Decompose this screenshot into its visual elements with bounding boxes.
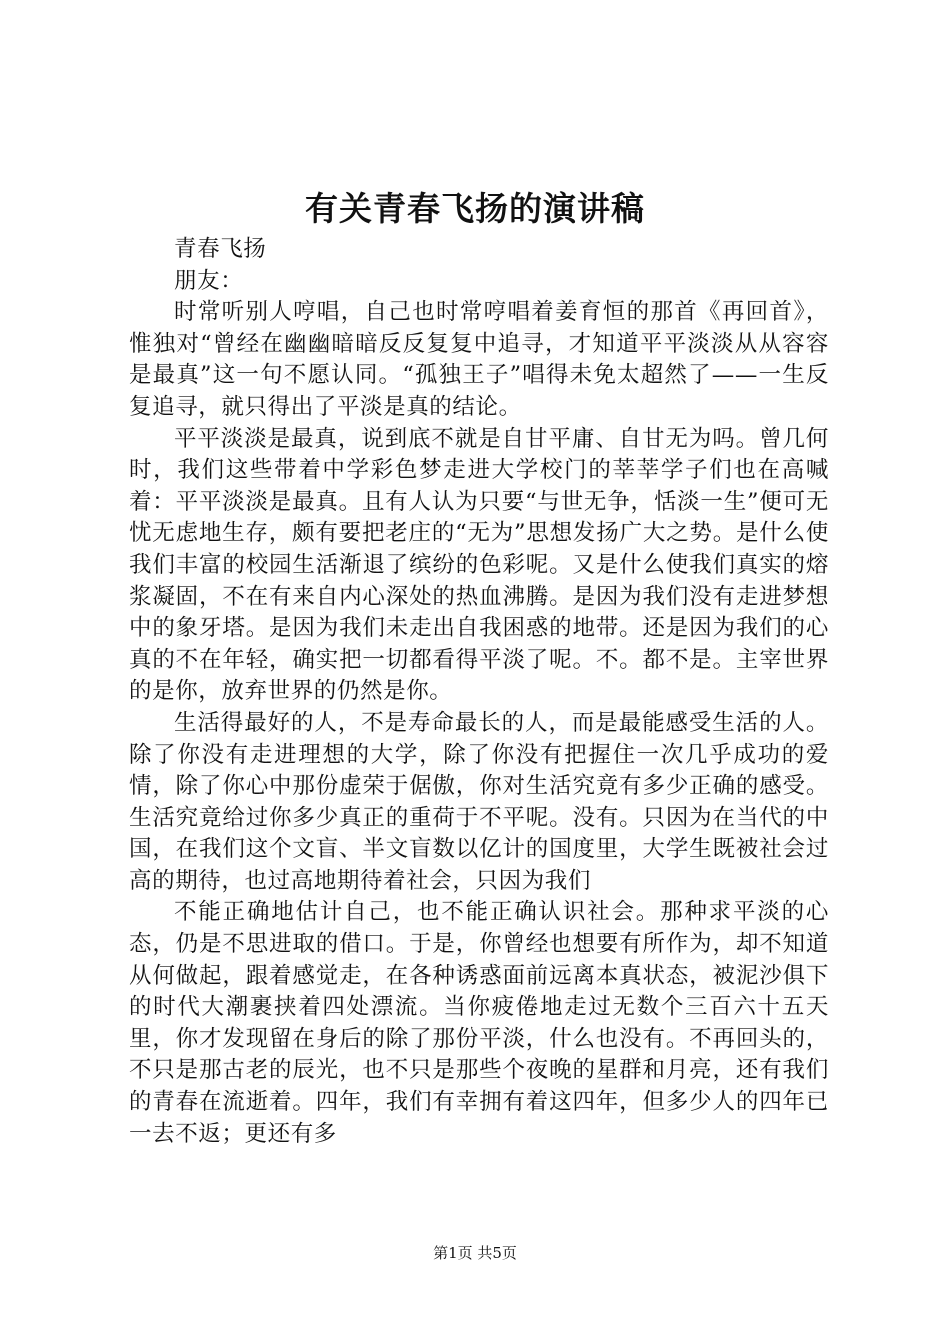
- paragraph-heading: 青春飞扬: [174, 236, 267, 262]
- paragraph: 时常听别人哼唱，自己也时常哼唱着姜育恒的那首《再回首》，惟独对“曾经在幽幽暗暗反反复复中追寻，才知道平平淡淡从从容容是最真”这一句不愿认同。“孤独王子”唱得未免太超然了——一生反复追寻，就只得出了平淡是真的结论。: [129, 299, 829, 420]
- page-number-footer: 第1页 共5页: [433, 1244, 517, 1262]
- paragraph: 不能正确地估计自己，也不能正确认识社会。那种求平淡的心态，仍是不思进取的借口。于是，你曾经也想要有所作为，却不知道从何做起，跟着感觉走，在各种诱惑面前远离本真状态，被泥沙俱下的时代大潮裹挟着四处漂流。当你疲倦地走过无数个三百六十五天里，你才发现留在身后的除了那份平淡，什么也没有。不再回头的，不只是那古老的辰光，也不只是那些个夜晚的星群和月亮，还有我们的青春在流逝着。四年，我们有幸拥有着这四年，但多少人的四年已一去不返；更还有多: [129, 899, 829, 1147]
- paragraph: 平平淡淡是最真，说到底不就是自甘平庸、自甘无为吗。曾几何时，我们这些带着中学彩色梦走进大学校门的莘莘学子们也在高喊着：平平淡淡是最真。且有人认为只要“与世无争，恬淡一生”便可无忧无虑地生存，颇有要把老庄的“无为”思想发扬广大之势。是什么使我们丰富的校园生活渐退了缤纷的色彩呢。又是什么使我们真实的熔浆凝固，不在有来自内心深处的热血沸腾。是因为我们没有走进梦想中的象牙塔。是因为我们未走出自我困惑的地带。还是因为我们的心真的不在年轻，确实把一切都看得平淡了呢。不。都不是。主宰世界的是你，放弃世界的仍然是你。: [129, 425, 829, 705]
- document-title: 有关青春飞扬的演讲稿: [305, 189, 645, 228]
- paragraph: 生活得最好的人，不是寿命最长的人，而是最能感受生活的人。除了你没有走进理想的大学，除了你没有把握住一次几乎成功的爱情，除了你心中那份虚荣于倨傲，你对生活究竟有多少正确的感受。生活究竟给过你多少真正的重荷于不平呢。没有。只因为在当代的中国，在我们这个文盲、半文盲数以亿计的国度里，大学生既被社会过高的期待，也过高地期待着社会，只因为我们: [129, 709, 829, 894]
- document-body: [129, 234, 829, 1150]
- paragraph-salutation: 朋友：: [174, 267, 244, 294]
